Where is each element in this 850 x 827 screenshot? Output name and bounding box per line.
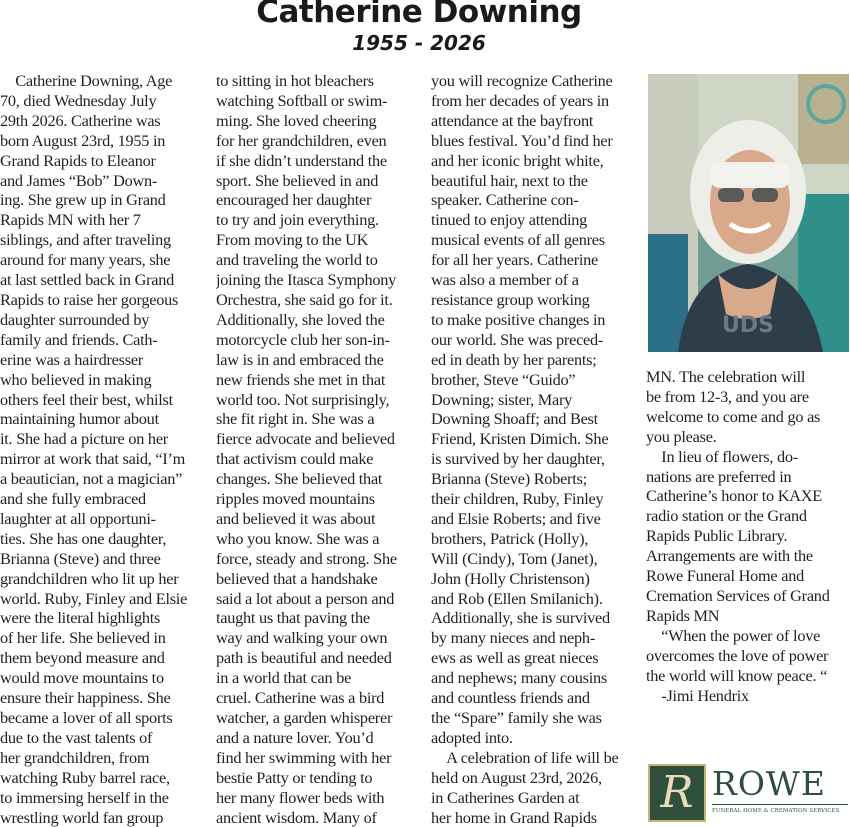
text-line: Friend, Kristen Dimich. She bbox=[431, 429, 609, 449]
text-line: Arrangements are with the bbox=[646, 546, 813, 566]
text-line: who you know. She was a bbox=[216, 528, 380, 548]
text-line: attendance at the bayfront bbox=[431, 110, 594, 130]
funeral-home-logo bbox=[646, 762, 850, 825]
text-line: overcomes the love of power bbox=[646, 645, 829, 665]
text-line: laughter at all opportuni- bbox=[0, 508, 156, 528]
text-line: world too. Not surprisingly, bbox=[216, 389, 390, 409]
text-line: her grandchildren, from bbox=[0, 747, 150, 767]
text-line: changes. She believed that bbox=[216, 469, 383, 489]
text-line: radio station or the Grand bbox=[646, 506, 807, 526]
text-line: Cremation Services of Grand bbox=[646, 585, 830, 605]
obituary-column-2 bbox=[216, 71, 424, 827]
text-line: Rapids MN with her 7 bbox=[0, 210, 141, 230]
text-line: from her decades of years in bbox=[431, 90, 609, 110]
text-line: tinued to enjoy attending bbox=[431, 210, 588, 230]
obituary-name: Catherine Downing bbox=[256, 0, 582, 30]
text-line: and countless friends and bbox=[431, 688, 590, 708]
text-line: nations are preferred in bbox=[646, 466, 792, 486]
text-line: to try and join everything. bbox=[216, 210, 379, 230]
text-line: In lieu of flowers, do- bbox=[646, 446, 798, 466]
text-line: of her life. She believed in bbox=[0, 628, 166, 648]
text-line: daughter surrounded by bbox=[0, 309, 150, 329]
text-line: at last settled back in Grand bbox=[0, 270, 175, 290]
text-line: welcome to come and go as bbox=[646, 406, 821, 426]
text-line: sport. She believed in and bbox=[216, 170, 379, 190]
text-line: born August 23rd, 1955 in bbox=[0, 130, 166, 150]
text-line: to make positive changes in bbox=[431, 309, 606, 329]
text-line: erine was a hairdresser bbox=[0, 349, 143, 369]
text-line: brother, Steve “Guido” bbox=[431, 369, 576, 389]
text-line: MN. The celebration will bbox=[646, 367, 806, 386]
text-line: her home in Grand Rapids bbox=[431, 807, 597, 827]
text-line: Brianna (Steve) and three bbox=[0, 548, 161, 568]
text-line: said a lot about a person and bbox=[216, 588, 395, 608]
text-line: and nephews; many cousins bbox=[431, 668, 607, 688]
obituary-years: 1955 - 2026 bbox=[352, 31, 486, 55]
logo-monogram: R bbox=[648, 764, 706, 822]
text-line: them beyond measure and bbox=[0, 648, 165, 668]
text-line: their children, Ruby, Finley bbox=[431, 489, 604, 509]
text-line: others feel their best, whilst bbox=[0, 389, 173, 409]
text-line: and believed it was about bbox=[216, 508, 376, 528]
text-line: ensure their happiness. She bbox=[0, 688, 171, 708]
text-line: in Catherines Garden at bbox=[431, 787, 580, 807]
text-line: taught us that paving the bbox=[216, 608, 370, 628]
text-line: family and friends. Cath- bbox=[0, 329, 158, 349]
text-line: -Jimi Hendrix bbox=[646, 685, 749, 705]
text-line: and Rob (Ellen Smilanich). bbox=[431, 588, 603, 608]
text-line: to sitting in hot bleachers bbox=[216, 71, 374, 90]
text-line: speaker. Catherine con- bbox=[431, 190, 579, 210]
text-line: by many nieces and neph- bbox=[431, 628, 595, 648]
text-line: around for many years, she bbox=[0, 250, 171, 270]
text-line: the “Spare” family she was bbox=[431, 708, 602, 727]
text-line: 70, died Wednesday July bbox=[0, 90, 157, 110]
text-line: new friends she met in that bbox=[216, 369, 386, 389]
text-line: maintaining humor about bbox=[0, 409, 159, 429]
logo-wordmark: ROWE bbox=[712, 764, 826, 803]
text-line: became a lover of all sports bbox=[0, 708, 173, 727]
text-line: 29th 2026. Catherine was bbox=[0, 110, 161, 130]
text-line: resistance group working bbox=[431, 289, 590, 309]
text-line: beautiful hair, next to the bbox=[431, 170, 588, 190]
text-line: you please. bbox=[646, 426, 717, 446]
text-line: believed that a handshake bbox=[216, 568, 378, 588]
text-line: Brianna (Steve) Roberts; bbox=[431, 469, 587, 489]
text-line: for all her years. Catherine bbox=[431, 250, 599, 270]
text-line: Rowe Funeral Home and bbox=[646, 566, 804, 586]
text-line: path is beautiful and needed bbox=[216, 648, 392, 668]
text-line: blues festival. You’d find her bbox=[431, 130, 613, 150]
text-line: adopted into. bbox=[431, 727, 513, 747]
logo-tagline: FUNERAL HOME & CREMATION SERVICES bbox=[712, 808, 840, 814]
text-line: ripples moved mountains bbox=[216, 489, 375, 509]
text-line: Additionally, she is survived bbox=[431, 608, 610, 628]
text-line: Downing; sister, Mary bbox=[431, 389, 573, 409]
text-line: a beautician, not a magician” bbox=[0, 469, 183, 489]
text-line: siblings, and after traveling bbox=[0, 230, 171, 250]
text-line: who believed in making bbox=[0, 369, 152, 389]
text-line: it. She had a picture on her bbox=[0, 429, 168, 449]
text-line: is survived by her daughter, bbox=[431, 449, 605, 469]
text-line: you will recognize Catherine bbox=[431, 71, 613, 90]
obituary-column-3 bbox=[431, 71, 639, 827]
text-line: and James “Bob” Down- bbox=[0, 170, 158, 190]
text-line: Additionally, she loved the bbox=[216, 309, 385, 329]
text-line: fierce advocate and believed bbox=[216, 429, 395, 449]
logo-divider bbox=[712, 804, 848, 805]
text-line: “When the power of love bbox=[646, 625, 821, 645]
text-line: From moving to the UK bbox=[216, 230, 369, 250]
text-line: ews as well as great nieces bbox=[431, 648, 599, 668]
text-line: world. Ruby, Finley and Elsie bbox=[0, 588, 188, 608]
text-line: joining the Itasca Symphony bbox=[216, 270, 397, 290]
text-line: were the literal highlights bbox=[0, 608, 161, 628]
text-line: due to the vast talents of bbox=[0, 727, 153, 747]
text-line: ming. She loved cheering bbox=[216, 110, 377, 130]
text-line: the world will know peace. “ bbox=[646, 665, 828, 685]
text-line: A celebration of life will be bbox=[431, 747, 619, 767]
text-line: her many flower beds with bbox=[216, 787, 385, 807]
text-line: and she fully embraced bbox=[0, 489, 146, 509]
text-line: watching Ruby barrel race, bbox=[0, 767, 170, 787]
text-line: Rapids MN bbox=[646, 605, 720, 625]
portrait-photo bbox=[648, 74, 849, 352]
text-line: ing. She grew up in Grand bbox=[0, 190, 166, 210]
text-line: be from 12-3, and you are bbox=[646, 386, 809, 406]
text-line: way and walking your own bbox=[216, 628, 388, 648]
text-line: watching Softball or swim- bbox=[216, 90, 388, 110]
text-line: she fit right in. She was a bbox=[216, 409, 375, 429]
text-line: encouraged her daughter bbox=[216, 190, 372, 210]
text-line: find her swimming with her bbox=[216, 747, 392, 767]
text-line: held on August 23rd, 2026, bbox=[431, 767, 602, 787]
text-line: and her iconic bright white, bbox=[431, 150, 604, 170]
text-line: would move mountains to bbox=[0, 668, 164, 688]
text-line: and traveling the world to bbox=[216, 250, 378, 270]
text-line: if she didn’t understand the bbox=[216, 150, 387, 170]
text-line: and Elsie Roberts; and five bbox=[431, 508, 601, 528]
text-line: Will (Cindy), Tom (Janet), bbox=[431, 548, 598, 568]
text-line: to immersing herself in the bbox=[0, 787, 169, 807]
obituary-column-1 bbox=[0, 71, 206, 827]
text-line: Orchestra, she said go for it. bbox=[216, 289, 393, 309]
text-line: motorcycle club her son-in- bbox=[216, 329, 390, 349]
text-line: ancient wisdom. Many of bbox=[216, 807, 377, 827]
text-line: wrestling world fan group bbox=[0, 807, 164, 827]
text-line: and a nature lover. You’d bbox=[216, 727, 374, 747]
obituary-column-4 bbox=[646, 367, 850, 707]
text-line: law is in and embraced the bbox=[216, 349, 384, 369]
text-line: for her grandchildren, even bbox=[216, 130, 387, 150]
text-line: bestie Patty or tending to bbox=[216, 767, 373, 787]
text-line: ed in death by her parents; bbox=[431, 349, 597, 369]
text-line: Downing Shoaff; and Best bbox=[431, 409, 598, 429]
text-line: Rapids Public Library. bbox=[646, 526, 788, 546]
text-line: John (Holly Christenson) bbox=[431, 568, 590, 588]
text-line: musical events of all genres bbox=[431, 230, 605, 250]
text-line: Grand Rapids to Eleanor bbox=[0, 150, 156, 170]
text-line: brothers, Patrick (Holly), bbox=[431, 528, 589, 548]
text-line: ties. She has one daughter, bbox=[0, 528, 167, 548]
text-line: in a world that can be bbox=[216, 668, 352, 688]
text-line: was also a member of a bbox=[431, 270, 579, 290]
text-line: mirror at work that said, “I’m bbox=[0, 449, 186, 469]
text-line: Catherine’s honor to KAXE bbox=[646, 486, 822, 506]
svg-text:UDS: UDS bbox=[722, 313, 774, 338]
text-line: that activism could make bbox=[216, 449, 374, 469]
text-line: watcher, a garden whisperer bbox=[216, 708, 393, 727]
text-line: cruel. Catherine was a bird bbox=[216, 688, 385, 708]
text-line: grandchildren who lit up her bbox=[0, 568, 179, 588]
text-line: force, steady and strong. She bbox=[216, 548, 397, 568]
text-line: our world. She was preced- bbox=[431, 329, 604, 349]
text-line: Catherine Downing, Age bbox=[0, 71, 173, 90]
text-line: Rapids to raise her gorgeous bbox=[0, 289, 179, 309]
